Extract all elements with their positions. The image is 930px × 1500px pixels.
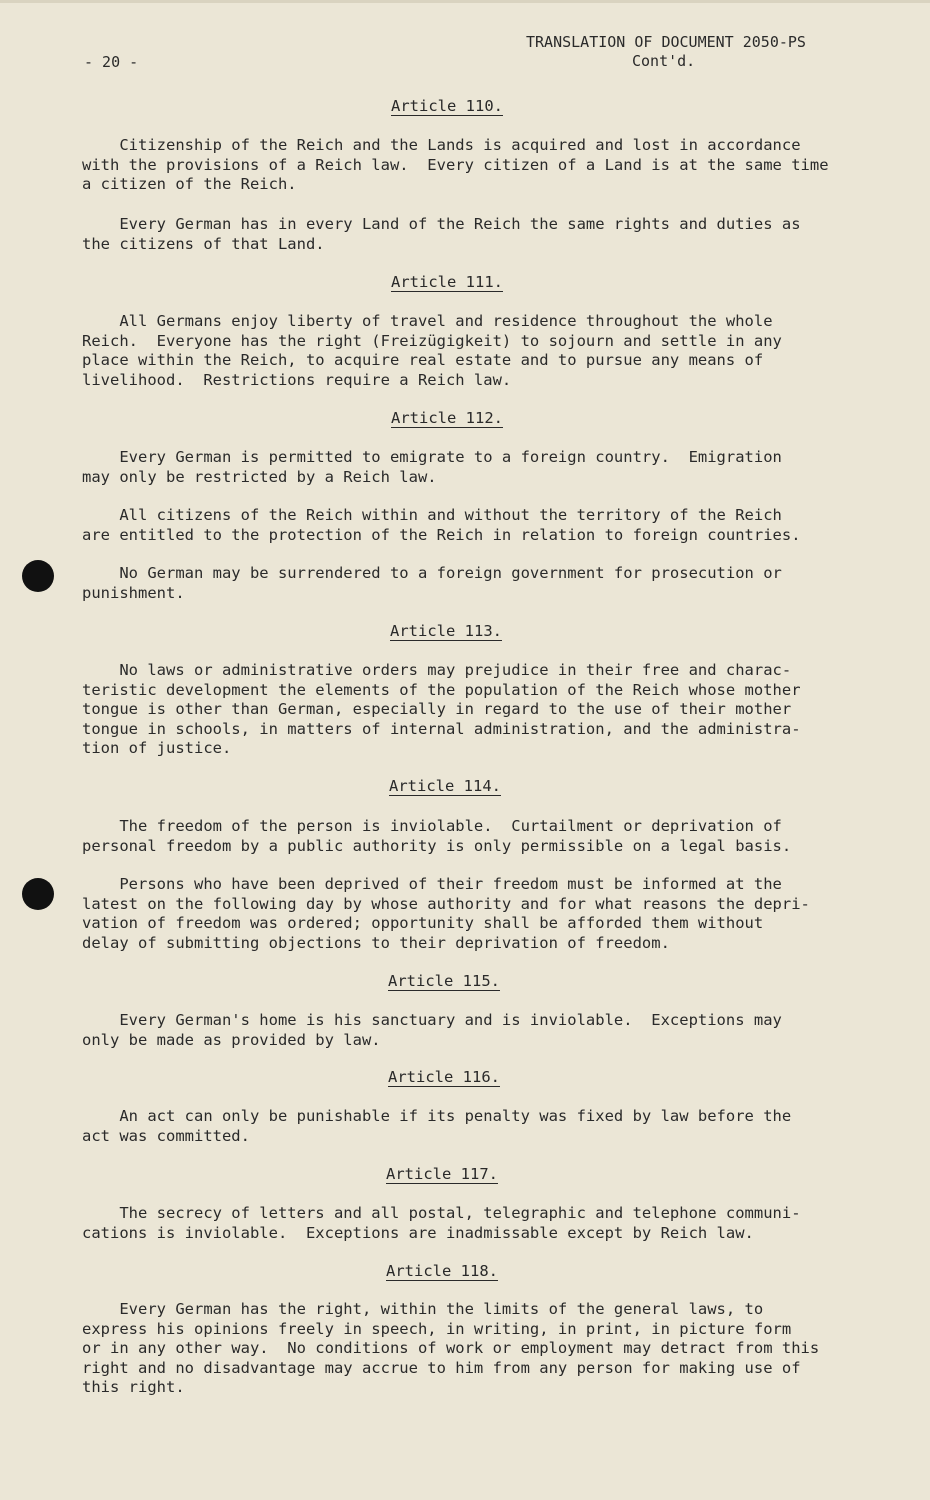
article-paragraph: The freedom of the person is inviolable. Curtailment or deprivation of personal freedom by a public authority is only permissible on a legal basis.: [82, 817, 792, 855]
article-paragraph: Every German is permitted to emigrate to a foreign country. Emigration may only be restricted by a Reich law.: [82, 448, 782, 486]
article-heading: Article 117.: [386, 1165, 498, 1183]
article-paragraph: Every German has the right, within the limits of the general laws, to express his opinions freely in speech, in writing, in print, in picture form or in any other way. No conditions of work or employment may detract from this right and no disadvantage may accrue to him from any person for making use of this right.: [82, 1300, 820, 1397]
punch-hole-upper: [22, 560, 54, 592]
page-number: - 20 -: [84, 53, 139, 71]
article-heading: Article 114.: [389, 777, 501, 795]
article-heading: Article 115.: [388, 972, 500, 990]
document-title: TRANSLATION OF DOCUMENT 2050-PS: [526, 33, 806, 51]
article-paragraph: Persons who have been deprived of their freedom must be informed at the latest on the following day by whose authority and for what reasons the depri- vation of freedom was ordered; opportunity shall be afforded them without delay of submitting objections to their deprivation of freedom.: [82, 875, 810, 952]
document-reference: [526, 33, 806, 71]
article-heading: Article 110.: [391, 97, 503, 115]
continued-label: Cont'd.: [632, 52, 696, 70]
article-heading: Article 112.: [391, 409, 503, 427]
article-heading: Article 111.: [391, 273, 503, 291]
article-heading: Article 116.: [388, 1068, 500, 1086]
article-paragraph: Every German's home is his sanctuary and is inviolable. Exceptions may only be made as provided by law.: [82, 1011, 782, 1049]
article-paragraph: All citizens of the Reich within and without the territory of the Reich are entitled to the protection of the Reich in relation to foreign countries.: [82, 506, 801, 544]
article-paragraph: Citizenship of the Reich and the Lands is acquired and lost in accordance with the provisions of a Reich law. Every citizen of a Land is at the same time a citizen of the Reich.: [82, 136, 829, 194]
article-paragraph: An act can only be punishable if its penalty was fixed by law before the act was committed.: [82, 1107, 792, 1145]
punch-hole-lower: [22, 878, 54, 910]
article-paragraph: No laws or administrative orders may prejudice in their free and charac- teristic development the elements of the population of the Reich whose mother tongue is other than German, especially in regard to the use of their mother tongue in schools, in matters of internal administration, and the administra- tion of justice.: [82, 661, 801, 758]
article-paragraph: The secrecy of letters and all postal, telegraphic and telephone communi- cations is inviolable. Exceptions are inadmissable except by Reich law.: [82, 1204, 801, 1242]
page-top-edge: [0, 0, 930, 3]
article-paragraph: Every German has in every Land of the Reich the same rights and duties as the citizens of that Land.: [82, 215, 801, 253]
article-heading: Article 118.: [386, 1262, 498, 1280]
article-paragraph: All Germans enjoy liberty of travel and residence throughout the whole Reich. Everyone has the right (Freizügigkeit) to sojourn and settle in any place within the Reich, to acquire real estate and to pursue any means of livelihood. Restrictions require a Reich law.: [82, 312, 782, 389]
article-paragraph: No German may be surrendered to a foreign government for prosecution or punishment.: [82, 564, 782, 602]
article-heading: Article 113.: [390, 622, 502, 640]
